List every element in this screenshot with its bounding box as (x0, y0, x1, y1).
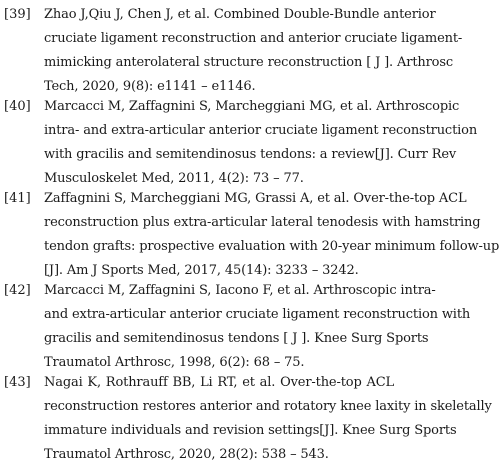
reference-line: mimicking anterolateral structure reconstruction [ J ]. Arthrosc (44, 55, 454, 70)
reference-line: intra- and extra-articular anterior cruciate ligament reconstruction (44, 123, 478, 138)
reference-line: Zhao J,Qiu J, Chen J, et al. Combined Double-Bundle anterior (44, 7, 436, 22)
reference-line: Marcacci M, Zaffagnini S, Marcheggiani MG, et al. Arthroscopic (44, 99, 460, 114)
reference-line: cruciate ligament reconstruction and anterior cruciate ligament- (44, 31, 463, 46)
reference-number: [39] (4, 7, 31, 22)
reference-line: tendon grafts: prospective evaluation with 20-year minimum follow-up (44, 239, 499, 254)
reference-line: Marcacci M, Zaffagnini S, Iacono F, et al. Arthroscopic intra- (44, 283, 436, 298)
reference-number: [41] (4, 191, 31, 206)
reference-number: [43] (4, 375, 31, 390)
reference-line: Traumatol Arthrosc, 2020, 28(2): 538 – 543. (44, 447, 329, 462)
reference-number: [42] (4, 283, 31, 298)
reference-line: reconstruction restores anterior and rotatory knee laxity in skeletally (44, 399, 492, 414)
reference-line: Nagai K, Rothrauff BB, Li RT, et al. Over-the-top ACL (44, 375, 394, 390)
reference-line: Musculoskelet Med, 2011, 4(2): 73 – 77. (44, 171, 304, 186)
reference-line: reconstruction plus extra-articular lateral tenodesis with hamstring (44, 215, 481, 230)
reference-line: and extra-articular anterior cruciate ligament reconstruction with (44, 307, 471, 322)
reference-line: Traumatol Arthrosc, 1998, 6(2): 68 – 75. (44, 355, 305, 370)
reference-number: [40] (4, 99, 31, 114)
reference-line: immature individuals and revision settings[J]. Knee Surg Sports (44, 423, 457, 438)
reference-line: [J]. Am J Sports Med, 2017, 45(14): 3233 – 3242. (44, 263, 359, 278)
reference-line: with gracilis and semitendinosus tendons: a review[J]. Curr Rev (44, 147, 457, 162)
reference-line: Zaffagnini S, Marcheggiani MG, Grassi A, et al. Over-the-top ACL (44, 191, 467, 206)
reference-line: Tech, 2020, 9(8): e1141 – e1146. (44, 79, 256, 94)
reference-line: gracilis and semitendinosus tendons [ J ]. Knee Surg Sports (44, 331, 429, 346)
